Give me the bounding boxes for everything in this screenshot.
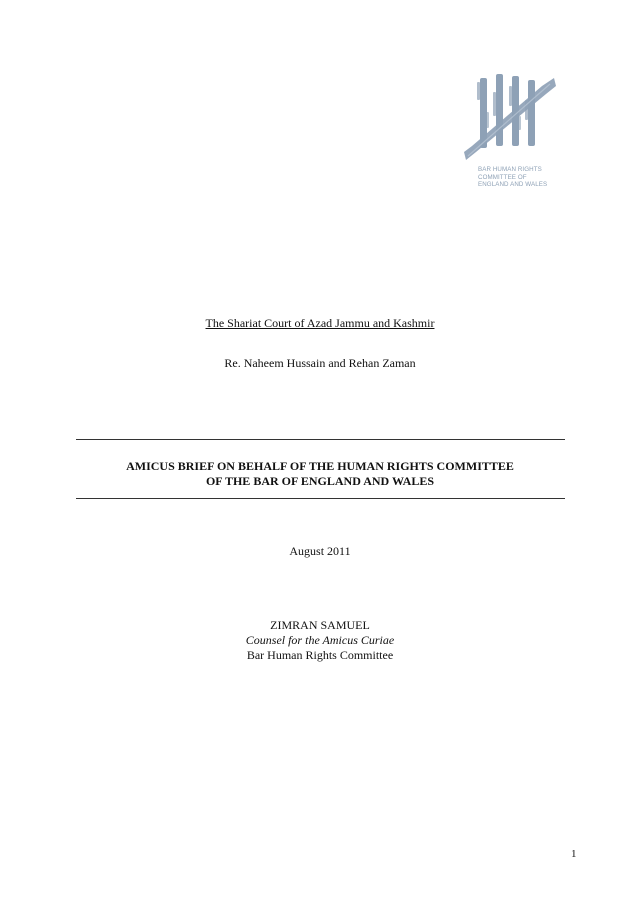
divider-top <box>76 439 565 440</box>
counsel-role: Counsel for the Amicus Curiae <box>245 633 395 647</box>
bhrc-logo <box>462 72 572 202</box>
document-date: August 2011 <box>289 544 351 558</box>
logo-text-line: COMMITTEE OF <box>478 173 527 181</box>
case-reference: Re. Naheem Hussain and Rehan Zaman <box>224 356 416 370</box>
logo-text-line: ENGLAND AND WALES <box>478 181 548 189</box>
logo-text-line: BAR HUMAN RIGHTS <box>478 166 542 173</box>
divider-bottom <box>76 498 565 499</box>
counsel-name: ZIMRAN SAMUEL <box>270 618 370 632</box>
counsel-organisation: Bar Human Rights Committee <box>246 648 394 662</box>
logo-text <box>478 166 578 189</box>
court-name: The Shariat Court of Azad Jammu and Kashmir <box>205 316 435 330</box>
document-title-line: AMICUS BRIEF ON BEHALF OF THE HUMAN RIGHTS COMMITTEE <box>126 459 514 473</box>
document-title <box>0 459 640 489</box>
tally-marks-logo-icon <box>462 72 562 162</box>
page-number: 1 <box>571 848 577 860</box>
document-title-line: OF THE BAR OF ENGLAND AND WALES <box>205 474 435 488</box>
counsel-block <box>0 618 640 663</box>
